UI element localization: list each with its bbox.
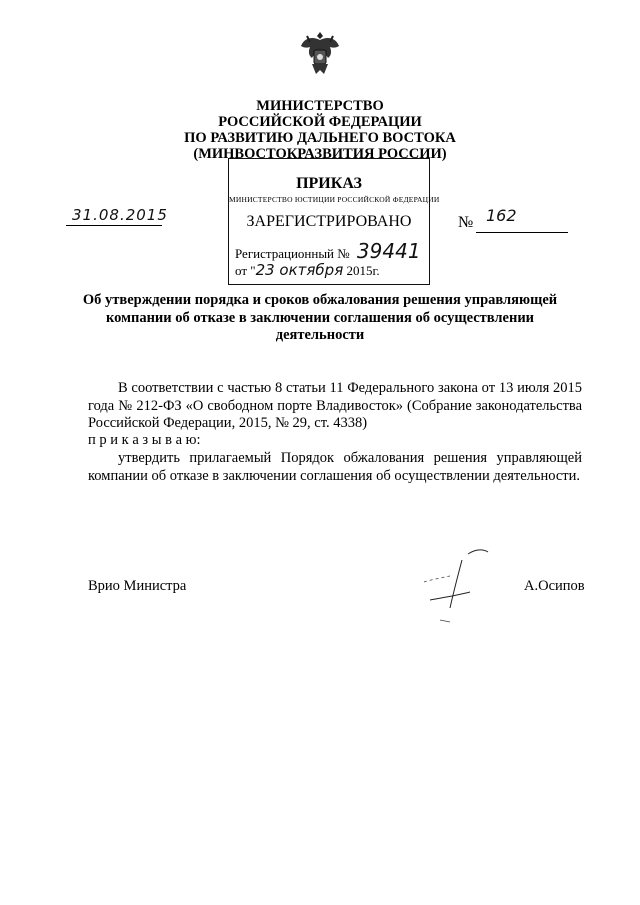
stamp-reg-number: 39441: [356, 239, 421, 263]
coat-of-arms-emblem: [298, 28, 342, 80]
ministry-line-3: ПО РАЗВИТИЮ ДАЛЬНЕГО ВОСТОКА: [184, 130, 456, 146]
signatory-name: А.Осипов: [524, 578, 585, 594]
order-number-underline: [476, 232, 568, 233]
stamp-date-suffix: 2015г.: [343, 263, 380, 278]
document-title: Об утверждении порядка и сроков обжалования решения управляющей компании об отказе в заключении соглашения об осуществлении деятельности: [82, 292, 558, 343]
order-word: ПРИКАЗ: [296, 175, 362, 192]
order-number: 162: [486, 206, 517, 225]
order-date: 31.08.2015: [72, 206, 168, 224]
prikazyvayu: п р и к а з ы в а ю:: [88, 432, 201, 448]
stamp-date-hand: 23 октября: [255, 261, 344, 279]
body-paragraph-1: В соответствии с частью 8 статьи 11 Федерального закона от 13 июля 2015 года № 212-ФЗ «О свободном порте Владивосток» (Собрание законодательства Российской Федерации, 2015, № 29, ст. 4338): [88, 380, 582, 431]
stamp-date-row: [235, 261, 435, 279]
ministry-header: [0, 98, 640, 162]
order-number-label: №: [458, 214, 474, 231]
handwritten-signature: [410, 540, 510, 630]
stamp-org: МИНИСТЕРСТВО ЮСТИЦИИ РОССИЙСКОЙ ФЕДЕРАЦИИ: [229, 195, 440, 204]
ministry-line-4: (МИНВОСТОКРАЗВИТИЯ РОССИИ): [193, 146, 447, 162]
stamp-registered: ЗАРЕГИСТРИРОВАНО: [246, 213, 412, 230]
registration-stamp: [228, 158, 440, 285]
stamp-reg-label: Регистрационный №: [235, 246, 350, 261]
stamp-reg-row: [235, 239, 435, 263]
signatory-position: Врио Министра: [88, 578, 187, 594]
order-date-underline: [66, 225, 162, 226]
ministry-line-2: РОССИЙСКОЙ ФЕДЕРАЦИИ: [218, 114, 422, 130]
ministry-line-1: МИНИСТЕРСТВО: [256, 98, 384, 114]
stamp-date-prefix: от ": [235, 263, 256, 278]
body-paragraph-2: утвердить прилагаемый Порядок обжалования решения управляющей компании об отказе в заключении соглашения об осуществлении деятельности.: [88, 450, 582, 484]
